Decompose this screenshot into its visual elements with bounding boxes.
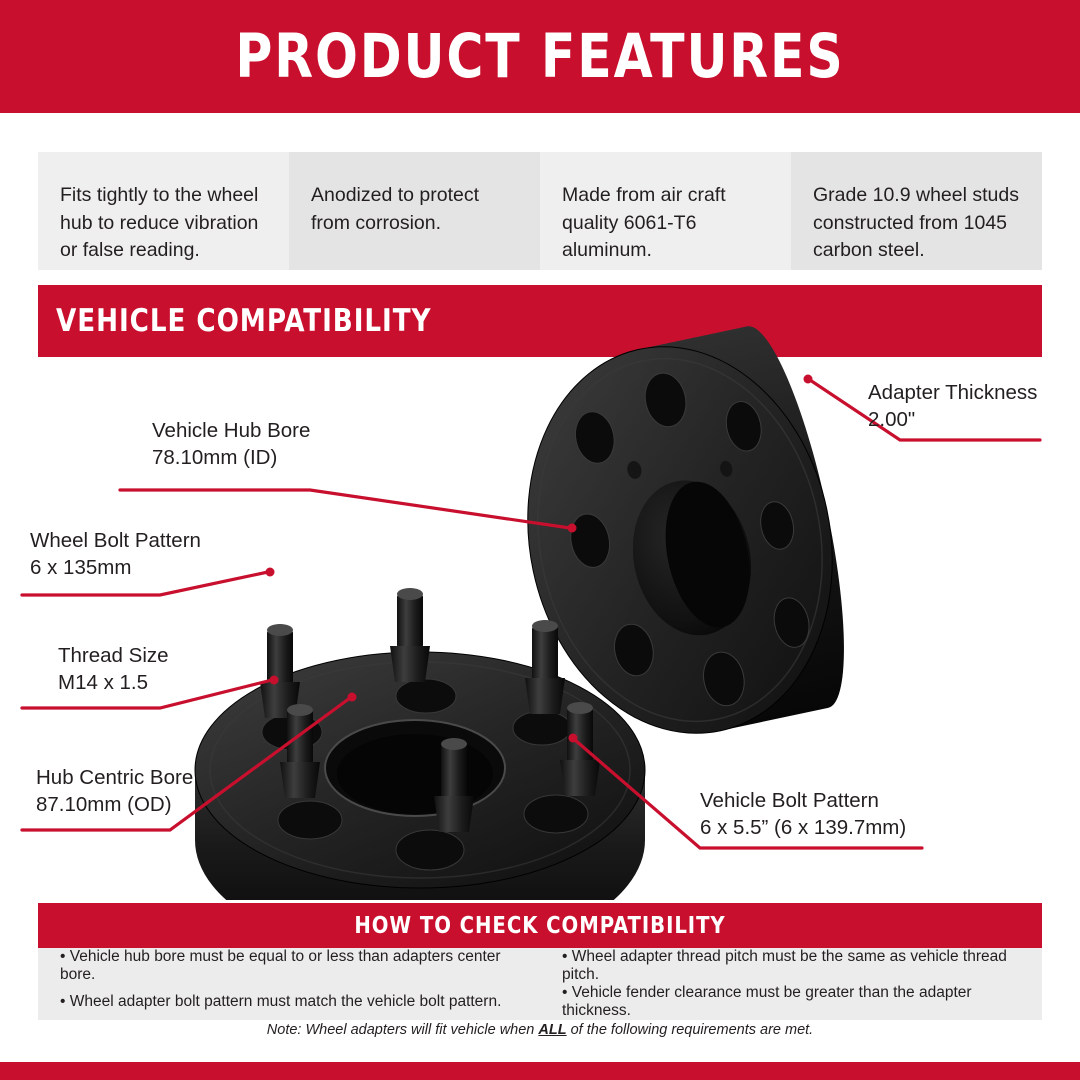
feature-cell: Anodized to protect from corrosion. [289,152,540,270]
callout-adapter-thickness [868,380,1037,433]
feature-cell: Made from air craft quality 6061-T6 aluminum. [540,152,791,270]
how-to-check-item: • Vehicle fender clearance must be greater than the adapter thickness. [562,984,972,1019]
callout-label: Vehicle Hub Bore [152,419,311,442]
callout-label: Vehicle Bolt Pattern [700,789,879,812]
callout-vehicle-bolt-pattern [700,788,906,841]
callout-value: 6 x 5.5” (6 x 139.7mm) [700,815,907,839]
how-to-check-item: • Vehicle hub bore must be equal to or less than adapters center bore. [60,948,501,983]
callout-wheel-bolt-pattern [30,528,201,581]
callout-value: M14 x 1.5 [58,670,149,694]
callout-value: 2.00" [868,407,916,431]
feature-cell: Fits tightly to the wheel hub to reduce vibration or false reading. [38,152,289,270]
callout-label: Wheel Bolt Pattern [30,529,201,552]
note-text-before: Note: Wheel adapters will fit vehicle when [266,1022,539,1038]
callout-thread-size [58,643,169,696]
how-to-check-title: HOW TO CHECK COMPATIBILITY [354,912,726,939]
feature-cell: Grade 10.9 wheel studs constructed from 1045 carbon steel. [791,152,1042,270]
how-to-check-note [38,1022,1042,1038]
callout-label: Thread Size [58,644,169,667]
callout-value: 87.10mm (OD) [36,792,172,816]
callout-value: 6 x 135mm [30,555,132,579]
note-emphasis: ALL [538,1022,567,1038]
note-text-after: of the following requirements are met. [566,1022,814,1038]
callout-value: 78.10mm (ID) [152,445,278,469]
how-to-check-item: • Wheel adapter thread pitch must be the same as vehicle thread pitch. [562,948,1007,983]
how-to-check-list [38,948,1042,1020]
footer-bar [0,1062,1080,1080]
callout-label: Hub Centric Bore [36,766,194,789]
vehicle-compatibility-title: VEHICLE COMPATIBILITY [56,303,432,339]
feature-strip [38,152,1042,270]
callout-hub-centric-bore [36,765,193,818]
wheel-adapter-diagram [0,300,1080,900]
page-title: PRODUCT FEATURES [235,21,845,92]
callout-vehicle-hub-bore [152,418,310,471]
callout-label: Adapter Thickness [868,381,1038,404]
how-to-check-item: • Wheel adapter bolt pattern must match the vehicle bolt pattern. [60,993,502,1010]
